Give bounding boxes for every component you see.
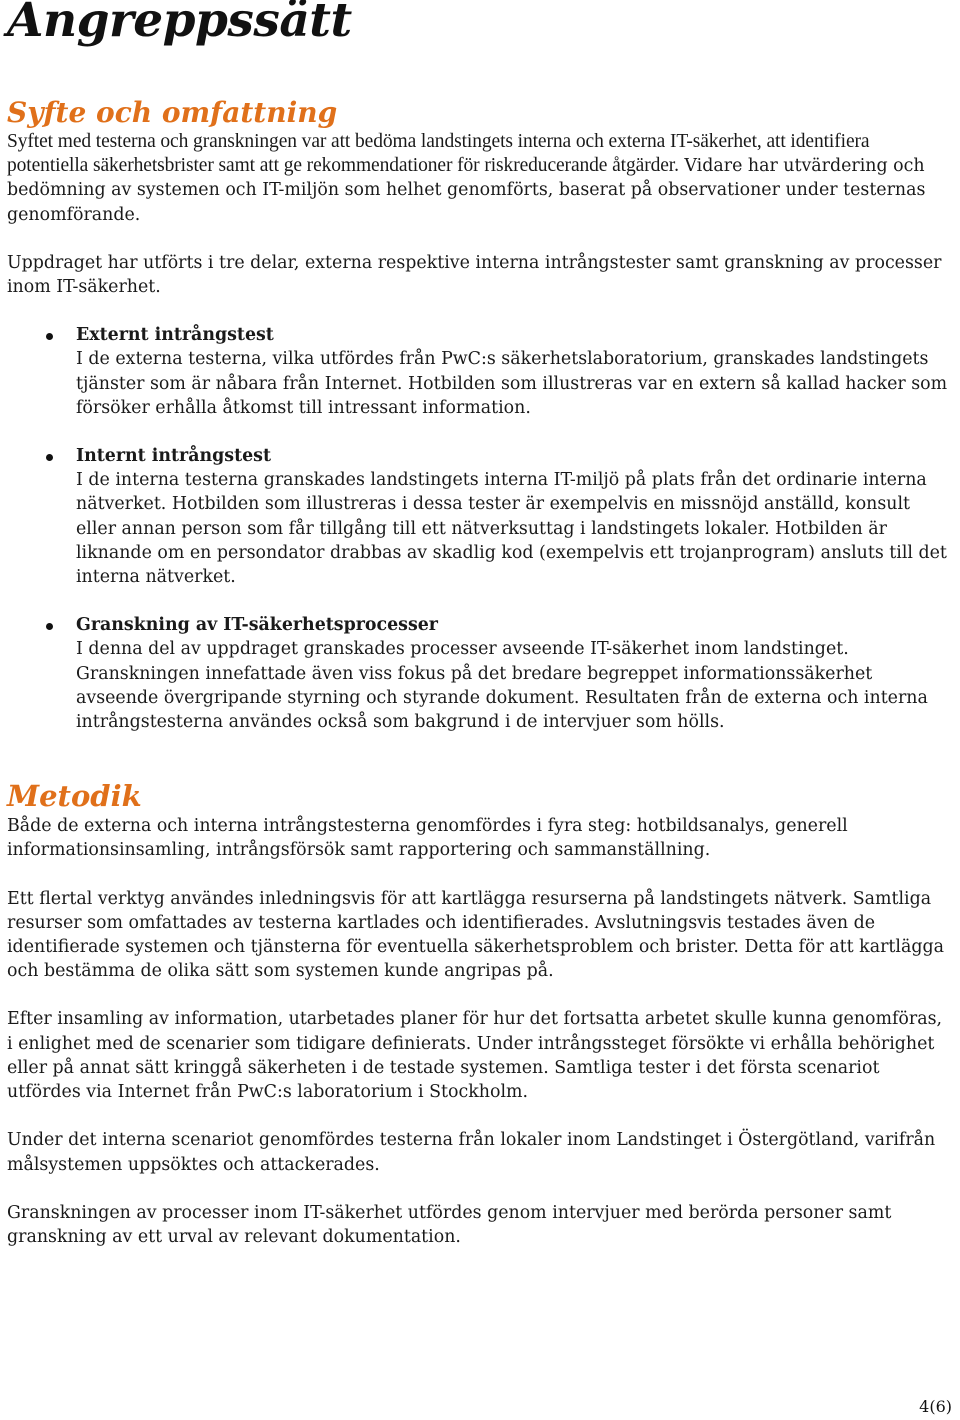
metodik-paragraph-3: Efter insamling av information, utarbetades planer för hur det fortsatta arbetet skulle kunna genomföras, i enlighet med de scenarier som tidigare definierats. Under intrångssteget försökte vi erhålla behörighet eller på annat sätt kringgå säkerheten i de testade systemen. Samtliga tester i det första scenariot utfördes via Internet från PwC:s laboratorium i Stockholm. [7,1009,943,1103]
scope-bullet-list [7,323,953,734]
metodik-paragraph-1: Både de externa och interna intrångstesterna genomfördes i fyra steg: hotbildsanalys, generell informationsinsamling, intrångsförsök samt rapportering och sammanställning. [7,816,848,861]
document-page [7,0,953,1249]
section-heading-metodik: Metodik [7,779,142,814]
list-item [7,323,953,420]
list-item [7,444,953,589]
bullet-dot-icon [46,623,53,630]
bullet-title: Externt intrångstest [76,325,274,346]
syfte-paragraph-1-lead: Syftet med testerna och granskningen var att bedöma landstingets interna och externa IT-säkerhet, att identifiera potentiella säkerhetsbrister samt att ge rekommendationer för riskreducerande åtgärder. [7,131,870,177]
section-heading-syfte: Syfte och omfattning [7,96,338,129]
metodik-paragraph-2: Ett flertal verktyg användes inledningsvis för att kartlägga resurserna på landstingets nätverk. Samtliga resurser som omfattades av testerna kartlades och identifierades. Avslutningsvis testades även de identifierade systemen och tjänsterna för eventuella säkerhetsproblem och brister. Detta för att kartlägga och bestämma de olika sätt som systemen kunde angripas på. [7,888,944,982]
syfte-paragraph-2: Uppdraget har utförts i tre delar, externa respektive interna intrångstester samt granskning av processer inom IT-säkerhet. [7,252,942,298]
page-number: 4(6) [919,1397,952,1416]
document-title: Angreppssätt [7,0,352,48]
bullet-title: Granskning av IT-säkerhetsprocesser [76,615,438,636]
metodik-paragraph-4: Under det interna scenariot genomfördes testerna från lokaler inom Landstinget i Östergötland, varifrån målsystemen uppsöktes och attackerades. [7,1130,936,1175]
bullet-body: I de externa testerna, vilka utfördes från PwC:s säkerhetslaboratorium, granskades landstingets tjänster som är nåbara från Internet. Hotbilden som illustreras var en extern så kallad hacker som försöker erhålla åtkomst till intressant information. [76,349,948,418]
metodik-paragraph-5: Granskningen av processer inom IT-säkerhet utfördes genom intervjuer med berörda personer samt granskning av ett urval av relevant dokumentation. [7,1202,892,1247]
list-item [7,613,953,734]
syfte-paragraph-1-rest: Vidare har utvärdering och bedömning av systemen och IT-miljön som helhet genomförts, baserat på observationer under testernas genomförande. [7,156,926,225]
bullet-body: I denna del av uppdraget granskades processer avseende IT-säkerhet inom landstinget. Granskningen innefattade även viss fokus på det bredare begreppet informationssäkerhet avseende övergripande styrning och styrande dokument. Resultaten från de externa och interna intrångstesterna användes också som bakgrund i de intervjuer som hölls. [76,639,928,733]
bullet-dot-icon [46,333,53,340]
bullet-dot-icon [46,454,53,461]
syfte-paragraph-1 [7,130,953,227]
bullet-body: I de interna testerna granskades landstingets interna IT-miljö på plats från det ordinarie interna nätverket. Hotbilden som illustreras i dessa tester är exempelvis en missnöjd anställd, konsult eller annan person som får tillgång till ett nätverksuttag i landstingets lokaler. Hotbilden är liknande om en persondator drabbas av skadlig kod (exempelvis ett trojanprogram) ansluts till det interna nätverket. [76,470,947,588]
bullet-title: Internt intrångstest [76,446,271,467]
